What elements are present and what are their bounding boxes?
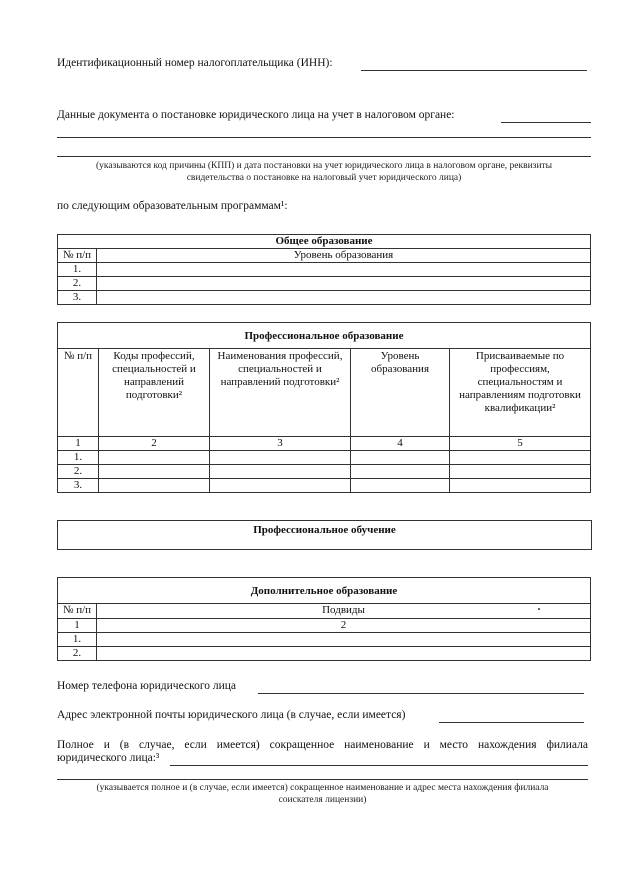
registration-field-line-3[interactable] bbox=[57, 156, 591, 157]
branch-note bbox=[57, 782, 588, 806]
professional-row-cell[interactable] bbox=[450, 479, 591, 493]
professional-col-names: Наименования профессий, специальностей и направлений подготовки² bbox=[210, 349, 351, 437]
email-label: Адрес электронной почты юридического лица (в случае, если имеется) bbox=[57, 709, 406, 721]
table-row bbox=[58, 451, 591, 465]
professional-training-title: Профессиональное обучение bbox=[253, 524, 396, 536]
additional-education-title: Дополнительное образование bbox=[58, 578, 591, 604]
registration-note-line-2: свидетельства о постановке на налоговый учет юридического лица) bbox=[186, 173, 462, 183]
general-row-num: 2. bbox=[58, 277, 97, 291]
professional-row-cell[interactable] bbox=[99, 465, 210, 479]
professional-num-2: 2 bbox=[99, 437, 210, 451]
branch-label-line-1: Полное и (в случае, если имеется) сокращенное наименование и место нахождения филиала bbox=[57, 739, 588, 751]
professional-row-num: 2. bbox=[58, 465, 99, 479]
general-col-num: № п/п bbox=[58, 249, 97, 263]
additional-num-2: 2 bbox=[97, 619, 591, 633]
registration-note-line-1: (указываются код причины (КПП) и дата постановки на учет юридического лица в налоговом органе, реквизиты bbox=[95, 161, 553, 171]
table-row bbox=[58, 465, 591, 479]
phone-label: Номер телефона юридического лица bbox=[57, 680, 237, 692]
additional-row-num: 1. bbox=[58, 633, 97, 647]
email-field[interactable] bbox=[439, 722, 584, 723]
professional-row-cell[interactable] bbox=[210, 451, 351, 465]
scan-speck bbox=[538, 608, 540, 610]
general-row-num: 1. bbox=[58, 263, 97, 277]
additional-row-cell[interactable] bbox=[97, 647, 591, 661]
table-row bbox=[58, 633, 591, 647]
professional-row-num: 3. bbox=[58, 479, 99, 493]
professional-row-num: 1. bbox=[58, 451, 99, 465]
additional-education-table bbox=[57, 577, 591, 661]
additional-col-subtypes: Подвиды bbox=[97, 604, 591, 619]
professional-row-cell[interactable] bbox=[99, 479, 210, 493]
general-row-num: 3. bbox=[58, 291, 97, 305]
professional-number-row bbox=[58, 437, 591, 451]
professional-row-cell[interactable] bbox=[210, 465, 351, 479]
inn-field[interactable] bbox=[361, 70, 587, 71]
table-row bbox=[58, 291, 591, 305]
professional-row-cell[interactable] bbox=[351, 479, 450, 493]
registration-field[interactable] bbox=[501, 122, 591, 123]
professional-education-table bbox=[57, 322, 591, 493]
additional-row-num: 2. bbox=[58, 647, 97, 661]
professional-num-5: 5 bbox=[450, 437, 591, 451]
professional-col-codes: Коды профессий, специальностей и направлений подготовки² bbox=[99, 349, 210, 437]
inn-label: Идентификационный номер налогоплательщика (ИНН): bbox=[57, 57, 333, 69]
additional-number-row bbox=[58, 619, 591, 633]
additional-row-cell[interactable] bbox=[97, 633, 591, 647]
table-row bbox=[58, 277, 591, 291]
professional-num-1: 1 bbox=[58, 437, 99, 451]
branch-field-line-2[interactable] bbox=[57, 779, 588, 780]
general-col-level: Уровень образования bbox=[97, 249, 591, 263]
branch-label-line-2: юридического лица:³ bbox=[57, 752, 160, 764]
professional-col-qualifications: Присваиваемые по профессиям, специальностям и направлениям подготовки квалификации² bbox=[450, 349, 591, 437]
phone-field[interactable] bbox=[258, 693, 584, 694]
professional-num-3: 3 bbox=[210, 437, 351, 451]
additional-col-num: № п/п bbox=[58, 604, 97, 619]
general-row-cell[interactable] bbox=[97, 277, 591, 291]
branch-note-line-1: (указывается полное и (в случае, если имеется) сокращенное наименование и адрес места нахождения филиала bbox=[96, 783, 549, 793]
additional-num-1: 1 bbox=[58, 619, 97, 633]
professional-row-cell[interactable] bbox=[99, 451, 210, 465]
professional-row-cell[interactable] bbox=[210, 479, 351, 493]
professional-num-4: 4 bbox=[351, 437, 450, 451]
professional-row-cell[interactable] bbox=[351, 451, 450, 465]
registration-note bbox=[57, 160, 591, 184]
branch-field[interactable] bbox=[170, 765, 588, 766]
general-row-cell[interactable] bbox=[97, 291, 591, 305]
professional-education-title: Профессиональное образование bbox=[58, 323, 591, 349]
professional-row-cell[interactable] bbox=[450, 465, 591, 479]
table-row bbox=[58, 263, 591, 277]
professional-col-num: № п/п bbox=[58, 349, 99, 437]
branch-note-line-2: соискателя лицензии) bbox=[278, 795, 367, 805]
programs-intro: по следующим образовательным программам¹: bbox=[57, 200, 288, 212]
registration-field-line-2[interactable] bbox=[57, 137, 591, 138]
general-education-title: Общее образование bbox=[58, 235, 591, 249]
professional-row-cell[interactable] bbox=[450, 451, 591, 465]
professional-training-box bbox=[57, 520, 592, 550]
general-education-table bbox=[57, 234, 591, 305]
professional-col-level: Уровень образования bbox=[351, 349, 450, 437]
professional-row-cell[interactable] bbox=[351, 465, 450, 479]
general-row-cell[interactable] bbox=[97, 263, 591, 277]
table-row bbox=[58, 479, 591, 493]
registration-label: Данные документа о постановке юридического лица на учет в налоговом органе: bbox=[57, 109, 455, 121]
table-row bbox=[58, 647, 591, 661]
